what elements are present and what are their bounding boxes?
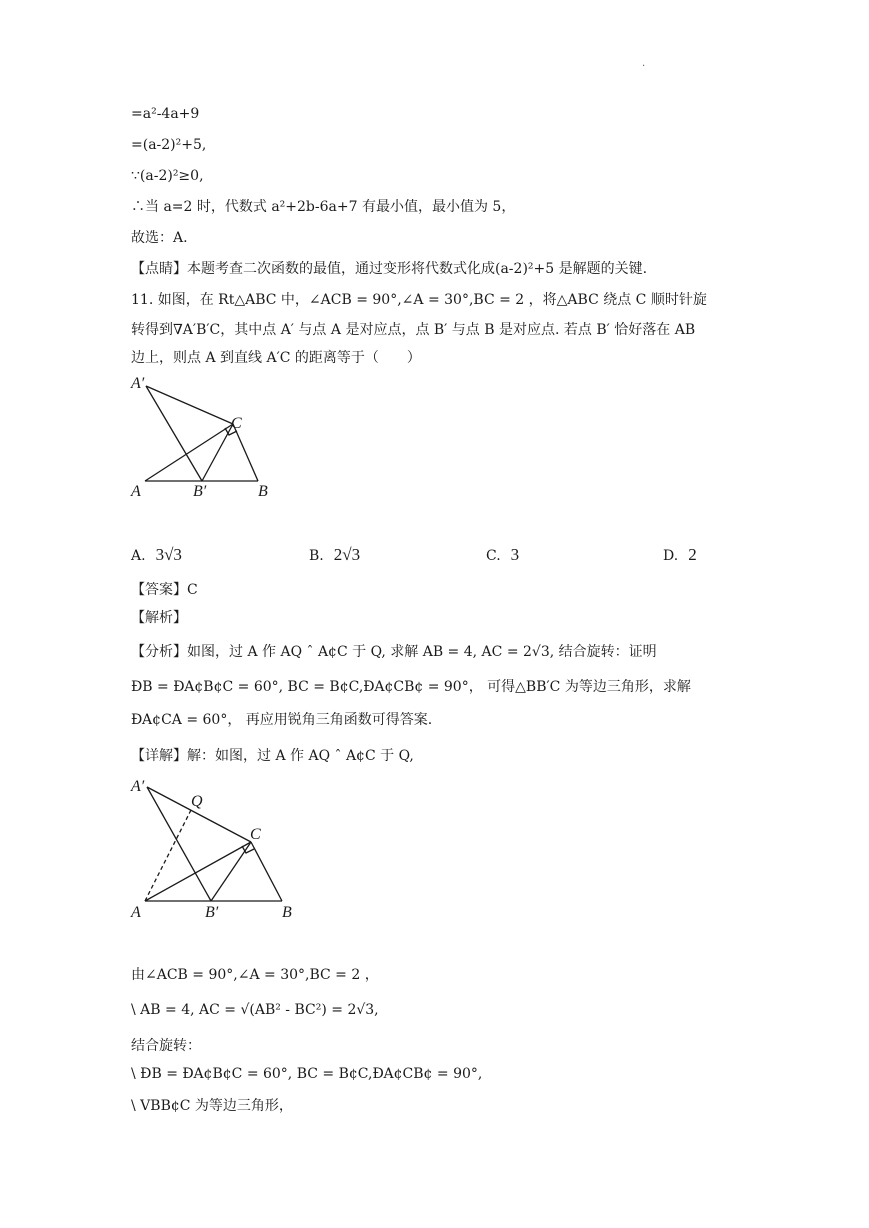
fig2-label-a: A xyxy=(131,904,141,921)
text-line-5: 故选：A. xyxy=(131,230,188,246)
option-a[interactable] xyxy=(131,545,182,565)
analysis-line-2: ÐB = ÐA¢B¢C = 60°, BC = B¢C,ÐA¢CB¢ = 90°， 可得△BB′C 为等边三角形，求解 xyxy=(131,679,691,695)
solution-line-5: \ VBB¢C 为等边三角形， xyxy=(131,1098,293,1114)
figure-2 xyxy=(125,773,300,923)
fig1-label-b: B xyxy=(258,483,268,500)
detail-line: 【详解】解：如图，过 A 作 AQ ˆ A¢C 于 Q, xyxy=(131,748,414,764)
option-c[interactable] xyxy=(486,545,519,565)
option-d[interactable] xyxy=(663,545,697,565)
answer-line: 【答案】C xyxy=(131,582,198,598)
fig2-label-b-prime: B′ xyxy=(205,904,219,921)
solution-line-4: \ ÐB = ÐA¢B¢C = 60°, BC = B¢C,ÐA¢CB¢ = 90°, xyxy=(131,1066,483,1082)
fig2-label-q: Q xyxy=(191,793,203,810)
figure-1 xyxy=(125,372,285,504)
fig2-label-a-prime: A′ xyxy=(131,778,145,795)
fig1-label-a: A xyxy=(131,483,141,500)
solution-line-1: 由∠ACB = 90°,∠A = 30°,BC = 2 ， xyxy=(131,967,379,983)
solution-line-3: 结合旋转： xyxy=(131,1038,201,1054)
option-d-value: 2 xyxy=(688,545,697,564)
option-a-letter: A. xyxy=(131,548,146,564)
solution-line-2: \ AB = 4, AC = √(AB² - BC²) = 2√3, xyxy=(131,1002,379,1018)
page-mark: . xyxy=(642,58,646,69)
option-c-letter: C. xyxy=(486,548,501,564)
analysis-line-1: 【分析】如图，过 A 作 AQ ˆ A¢C 于 Q, 求解 AB = 4, AC = 2√3, 结合旋转：证明 xyxy=(131,644,657,660)
fig1-label-c: C xyxy=(231,415,242,432)
text-line-6: 【点睛】本题考查二次函数的最值，通过变形将代数式化成(a-2)²+5 是解题的关键. xyxy=(131,261,648,277)
option-b-value: 2√3 xyxy=(333,545,361,564)
option-b-letter: B. xyxy=(309,548,324,564)
text-line-3: ∵(a-2)²≥0, xyxy=(131,168,204,184)
option-a-value: 3√3 xyxy=(155,545,182,564)
analysis-line-3: ÐA¢CA = 60°， 再应用锐角三角函数可得答案. xyxy=(131,712,433,728)
text-line-2: =(a-2)²+5, xyxy=(131,137,207,153)
question-line-1: 11. 如图，在 Rt△ABC 中，∠ACB = 90°,∠A = 30°,BC = 2 ，将△ABC 绕点 C 顺时针旋 xyxy=(131,292,707,308)
question-line-3: 边上，则点 A 到直线 A′C 的距离等于（ ） xyxy=(131,350,421,366)
text-line-1: =a²-4a+9 xyxy=(131,106,200,122)
text-line-4: ∴当 a=2 时，代数式 a²+2b-6a+7 有最小值，最小值为 5， xyxy=(131,199,516,215)
fig1-label-a-prime: A′ xyxy=(131,375,145,392)
fig2-label-b: B xyxy=(282,904,292,921)
analysis-heading: 【解析】 xyxy=(131,610,187,626)
fig2-label-c: C xyxy=(250,826,261,843)
option-c-value: 3 xyxy=(510,545,520,564)
option-d-letter: D. xyxy=(663,548,679,564)
option-b[interactable] xyxy=(309,545,360,565)
question-line-2: 转得到∇A′B′C，其中点 A′ 与点 A 是对应点，点 B′ 与点 B 是对应点. 若点 B′ 恰好落在 AB xyxy=(131,322,696,338)
fig1-label-b-prime: B′ xyxy=(193,483,207,500)
